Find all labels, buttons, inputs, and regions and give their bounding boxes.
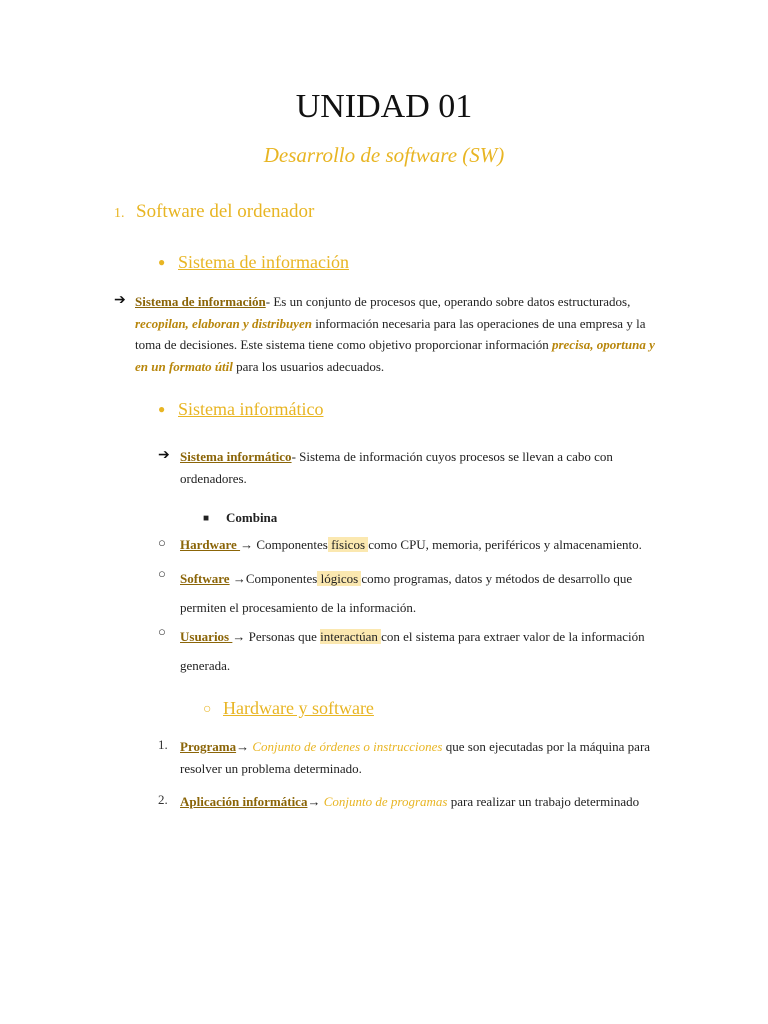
section-title: Software del ordenador (136, 201, 315, 222)
list-item-software (180, 565, 680, 622)
bullet-dot-icon: ● (158, 402, 166, 416)
dash-mark: - (291, 449, 296, 464)
bullet-heading-sistema-informatico (158, 399, 323, 420)
text: con el sistema para extraer valor de la información (381, 629, 645, 644)
term-label: Sistema de información (135, 294, 266, 309)
highlighted-text: físicos (327, 537, 369, 552)
text: para realizar un trabajo determinado (447, 794, 640, 809)
text: que son ejecutadas por la máquina para (442, 739, 651, 754)
term-label: Sistema informático (180, 449, 292, 464)
arrow-bullet-icon: ➔ (114, 293, 126, 308)
emphasis-text: Conjunto de órdenes o instrucciones (252, 739, 443, 754)
arrow-mark: → (236, 739, 253, 754)
bullet-dot-icon: ● (158, 255, 166, 269)
text: como CPU, memoria, periféricos y almacenamiento. (368, 537, 642, 552)
paragraph-sistema-informatico (180, 446, 660, 489)
circle-bullet-icon: ○ (203, 702, 212, 717)
square-bullet-icon: ■ (203, 513, 210, 524)
term-label: Aplicación informática (180, 794, 308, 809)
circle-bullet-icon: ○ (158, 535, 166, 550)
numbered-item-aplicacion (180, 791, 700, 813)
bullet-heading-sistema-informacion (158, 252, 349, 273)
section-heading-1 (114, 201, 314, 223)
paragraph-sistema-informacion (135, 291, 675, 377)
text: Sistema de información cuyos procesos se llevan a cabo con (295, 449, 613, 464)
bullet-heading-label: Hardware y software (223, 698, 374, 718)
document-title: UNIDAD 01 (295, 88, 473, 125)
dash-mark: - (265, 294, 271, 309)
circle-bullet-icon: ○ (158, 566, 166, 581)
bullet-heading-label: Sistema informático (178, 399, 324, 419)
emphasis-text: Conjunto de programas (323, 794, 448, 809)
text: resolver un problema determinado. (180, 760, 362, 776)
text: ordenadores. (180, 470, 247, 486)
text: toma de decisiones. Este sistema tiene como objetivo proporcionar información (135, 337, 552, 352)
arrow-mark: → (229, 571, 246, 586)
term-label: Programa (180, 739, 237, 754)
section-number: 1. (114, 206, 125, 221)
highlighted-text: interactúan (320, 629, 382, 644)
text: como programas, datos y métodos de desarrollo que (361, 571, 633, 586)
list-number: 2. (158, 792, 168, 807)
combina-label: Combina (226, 510, 278, 525)
text: permiten el procesamiento de la información. (180, 599, 417, 615)
text: Es un conjunto de procesos que, operando sobre datos estructurados, (270, 294, 631, 309)
document-subtitle: Desarrollo de software (SW) (263, 143, 505, 167)
term-label: Hardware (180, 537, 241, 552)
arrow-mark: → (232, 629, 246, 644)
list-item-hardware (180, 534, 680, 556)
bullet-heading-label: Sistema de información (178, 252, 349, 272)
emphasis-text: en un formato útil (135, 358, 233, 374)
numbered-item-programa (180, 736, 680, 779)
text: Personas que (245, 629, 321, 644)
list-number: 1. (158, 737, 168, 752)
text: generada. (180, 657, 231, 673)
term-label: Software (180, 571, 230, 586)
text: para los usuarios adecuados. (232, 358, 385, 374)
term-label: Usuarios (180, 629, 233, 644)
highlighted-text: lógicos (317, 571, 362, 586)
arrow-bullet-icon: ➔ (158, 448, 170, 463)
text: Componentes (245, 571, 318, 586)
arrow-mark: → (307, 794, 324, 809)
emphasis-text: recopilan, elaboran y distribuyen (135, 315, 312, 331)
list-item-usuarios (180, 623, 680, 680)
text: Componentes (253, 537, 328, 552)
arrow-mark: → (240, 537, 254, 552)
text: información necesaria para las operaciones de una empresa y la (311, 315, 646, 331)
emphasis-text: precisa, oportuna y (551, 337, 655, 352)
bullet-heading-hardware-software (203, 698, 374, 719)
circle-bullet-icon: ○ (158, 624, 166, 639)
